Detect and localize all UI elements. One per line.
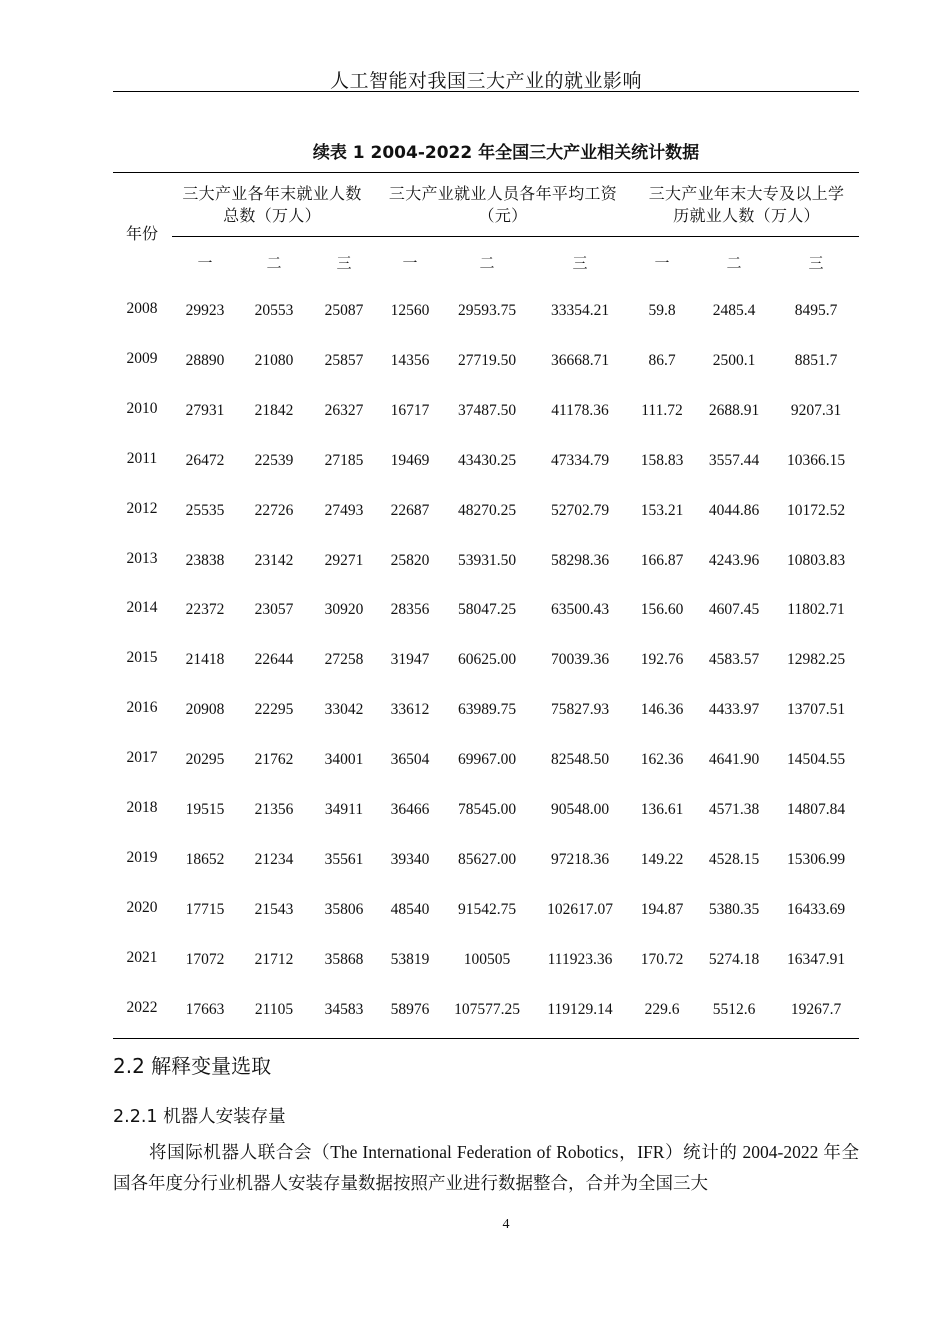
- table-cell: 14807.84: [786, 801, 846, 818]
- year-cell: 2020: [126, 898, 158, 916]
- table-cell: 25857: [324, 351, 364, 369]
- table-cell: 23838: [185, 551, 225, 569]
- year-cell: 2009: [126, 349, 158, 367]
- table-cell: 85627.00: [457, 850, 517, 868]
- table-cell: 25087: [324, 302, 364, 319]
- table-cell: 48270.25: [457, 501, 517, 519]
- table-cell: 194.87: [640, 900, 684, 918]
- table-cell: 19469: [390, 451, 430, 469]
- table-cell: 60625.00: [457, 651, 517, 669]
- table-cell: 16717: [390, 401, 430, 419]
- table-cell: 47334.79: [550, 451, 610, 469]
- table-cell: 162.36: [640, 751, 684, 769]
- table-cell: 48540: [390, 900, 430, 918]
- table-cell: 53819: [390, 950, 430, 968]
- table-cell: 12982.25: [786, 651, 846, 669]
- table-cell: 16347.91: [786, 950, 846, 968]
- table-cell: 20553: [254, 302, 294, 319]
- year-column-header: 年份: [125, 226, 158, 243]
- table-cell: 22726: [254, 501, 294, 519]
- year-cell: 2008: [126, 300, 158, 317]
- table-cell: 5512.6: [712, 1000, 756, 1018]
- table-bottom-rule: [113, 1038, 859, 1039]
- table-cell: 29923: [185, 302, 225, 319]
- table-cell: 21080: [254, 351, 294, 369]
- table-cell: 25535: [185, 501, 225, 519]
- table-cell: 86.7: [648, 351, 676, 369]
- table-cell: 97218.36: [550, 850, 610, 868]
- column-subheader: 二: [726, 256, 742, 272]
- table-cell: 41178.36: [551, 401, 609, 419]
- column-subheader: 二: [479, 256, 495, 272]
- table-cell: 2485.4: [712, 302, 756, 319]
- table-caption: 续表 1 2004-2022 年全国三大产业相关统计数据: [312, 143, 700, 163]
- year-cell: 2013: [126, 549, 158, 567]
- table-cell: 26327: [324, 401, 364, 419]
- table-cell: 2688.91: [708, 401, 760, 419]
- table-cell: 107577.25: [454, 1000, 520, 1018]
- table-cell: 36668.71: [550, 351, 610, 369]
- table-cell: 14504.55: [786, 751, 846, 769]
- table-top-rule: [113, 172, 859, 173]
- table-cell: 30920: [324, 601, 364, 619]
- group-header-employment: [172, 184, 372, 228]
- table-cell: 10803.83: [786, 551, 846, 569]
- table-cell: 35806: [324, 900, 364, 918]
- table-cell: 69967.00: [457, 751, 517, 769]
- subsection-heading: 2.2.1 机器人安装存量: [113, 1107, 286, 1127]
- table-cell: 4607.45: [708, 601, 760, 619]
- year-cell: 2017: [126, 749, 158, 767]
- year-cell: 2016: [126, 699, 158, 717]
- table-cell: 90548.00: [550, 801, 610, 818]
- table-cell: 4583.57: [708, 651, 760, 669]
- table-cell: 36504: [390, 751, 430, 769]
- table-cell: 25820: [390, 551, 430, 569]
- column-subheader: 一: [402, 256, 418, 272]
- table-cell: 63500.43: [550, 601, 610, 619]
- table-cell: 146.36: [640, 701, 684, 719]
- table-cell: 136.61: [640, 801, 684, 818]
- group-header-line2: 历就业人数（万人）: [673, 208, 820, 225]
- year-cell: 2021: [126, 948, 158, 966]
- table-cell: 4044.86: [708, 501, 760, 519]
- table-cell: 4528.15: [708, 850, 760, 868]
- table-cell: 22644: [254, 651, 294, 669]
- table-cell: 91542.75: [457, 900, 517, 918]
- table-cell: 158.83: [640, 451, 684, 469]
- table-cell: 28356: [390, 601, 430, 619]
- table-cell: 37487.50: [457, 401, 517, 419]
- table-cell: 4433.97: [708, 701, 760, 719]
- year-cell: 2015: [126, 649, 158, 667]
- year-cell: 2012: [126, 499, 158, 517]
- table-cell: 149.22: [640, 850, 684, 868]
- table-cell: 70039.36: [550, 651, 610, 669]
- group-header-wages: [378, 184, 628, 228]
- page-header-title: 人工智能对我国三大产业的就业影响: [329, 71, 642, 92]
- table-cell: 58976: [390, 1000, 430, 1018]
- table-header-subrule: [172, 236, 859, 237]
- table-cell: 15306.99: [786, 850, 846, 868]
- table-cell: 27493: [324, 501, 364, 519]
- table-cell: 14356: [390, 351, 430, 369]
- table-cell: 21762: [254, 751, 294, 769]
- table-cell: 39340: [390, 850, 430, 868]
- table-cell: 75827.93: [550, 701, 610, 719]
- group-header-line2: （元）: [478, 208, 528, 225]
- table-cell: 10366.15: [786, 451, 846, 469]
- table-cell: 33612: [390, 701, 430, 719]
- table-cell: 2500.1: [712, 351, 756, 369]
- table-cell: 20908: [185, 701, 225, 719]
- table-cell: 12560: [390, 302, 430, 319]
- table-cell: 21105: [254, 1000, 294, 1018]
- table-cell: 192.76: [640, 651, 684, 669]
- table-cell: 23142: [254, 551, 294, 569]
- table-cell: 21234: [254, 850, 294, 868]
- column-subheader: 一: [654, 256, 670, 272]
- table-cell: 58047.25: [457, 601, 517, 619]
- table-cell: 3557.44: [708, 451, 760, 469]
- table-cell: 119129.14: [547, 1000, 613, 1018]
- group-header-college-educated: [634, 184, 859, 228]
- table-cell: 100505: [463, 950, 511, 968]
- table-cell: 21543: [254, 900, 294, 918]
- body-paragraph: 将国际机器人联合会（The International Federation of Robotics，IFR）统计的 2004-2022 年全国各年度分行业机器人安装存量数据按照产业进行数据整合，合并为全国三大: [113, 1142, 859, 1193]
- table-cell: 21356: [254, 801, 294, 818]
- group-header-line2: 总数（万人）: [223, 208, 321, 225]
- table-cell: 34583: [324, 1000, 364, 1018]
- table-cell: 27931: [185, 401, 225, 419]
- column-subheader: 三: [572, 256, 588, 272]
- table-cell: 33042: [324, 701, 364, 719]
- table-cell: 102617.07: [547, 900, 613, 918]
- table-cell: 8495.7: [794, 302, 838, 319]
- table-cell: 78545.00: [457, 801, 517, 818]
- table-cell: 166.87: [640, 551, 684, 569]
- table-cell: 16433.69: [786, 900, 846, 918]
- table-cell: 31947: [390, 651, 430, 669]
- header-rule: [113, 91, 859, 92]
- column-subheader: 一: [197, 256, 213, 272]
- table-cell: 153.21: [640, 501, 684, 519]
- table-cell: 111923.36: [547, 950, 613, 968]
- table-cell: 33354.21: [550, 302, 610, 319]
- table-cell: 8851.7: [794, 351, 838, 369]
- table-cell: 21842: [254, 401, 294, 419]
- year-cell: 2018: [126, 799, 158, 816]
- table-cell: 22372: [185, 601, 225, 619]
- group-header-line1: 三大产业年末大专及以上学: [648, 186, 845, 203]
- table-cell: 63989.75: [457, 701, 517, 719]
- table-cell: 17072: [185, 950, 225, 968]
- table-cell: 156.60: [640, 601, 684, 619]
- table-cell: 53931.50: [457, 551, 517, 569]
- table-cell: 19267.7: [790, 1000, 842, 1018]
- group-header-line1: 三大产业就业人员各年平均工资: [388, 186, 618, 203]
- year-cell: 2019: [126, 848, 158, 866]
- table-cell: 9207.31: [790, 401, 842, 419]
- table-cell: 19515: [185, 801, 225, 818]
- table-cell: 170.72: [640, 950, 684, 968]
- table-cell: 22539: [254, 451, 294, 469]
- table-cell: 34911: [324, 801, 364, 818]
- table-cell: 4641.90: [708, 751, 760, 769]
- table-cell: 4571.38: [708, 801, 760, 818]
- table-cell: 111.72: [641, 401, 683, 419]
- table-cell: 29271: [324, 551, 364, 569]
- table-cell: 35868: [324, 950, 364, 968]
- column-subheader: 三: [336, 256, 352, 272]
- table-cell: 36466: [390, 801, 430, 818]
- table-cell: 23057: [254, 601, 294, 619]
- table-cell: 17715: [185, 900, 225, 918]
- table-cell: 59.8: [648, 302, 676, 319]
- year-cell: 2011: [126, 449, 158, 467]
- table-cell: 20295: [185, 751, 225, 769]
- table-cell: 18652: [185, 850, 225, 868]
- table-cell: 22295: [254, 701, 294, 719]
- table-cell: 43430.25: [457, 451, 517, 469]
- table-cell: 26472: [185, 451, 225, 469]
- table-cell: 13707.51: [786, 701, 846, 719]
- table-cell: 11802.71: [787, 601, 845, 619]
- year-cell: 2022: [126, 998, 158, 1016]
- table-cell: 22687: [390, 501, 430, 519]
- table-cell: 229.6: [644, 1000, 680, 1018]
- table-cell: 4243.96: [708, 551, 760, 569]
- section-heading: 2.2 解释变量选取: [113, 1054, 272, 1078]
- column-subheader: 二: [266, 256, 282, 272]
- table-cell: 34001: [324, 751, 364, 769]
- table-cell: 21712: [254, 950, 294, 968]
- table-cell: 27185: [324, 451, 364, 469]
- group-header-line1: 三大产业各年末就业人数: [182, 186, 362, 203]
- table-cell: 29593.75: [457, 302, 517, 319]
- table-cell: 58298.36: [550, 551, 610, 569]
- table-cell: 27719.50: [457, 351, 517, 369]
- table-cell: 82548.50: [550, 751, 610, 769]
- table-cell: 21418: [185, 651, 225, 669]
- table-cell: 52702.79: [550, 501, 610, 519]
- table-cell: 17663: [185, 1000, 225, 1018]
- column-subheader: 三: [808, 256, 824, 272]
- table-cell: 5274.18: [708, 950, 760, 968]
- page-number: 4: [502, 1217, 510, 1232]
- table-cell: 27258: [324, 651, 364, 669]
- table-cell: 10172.52: [786, 501, 846, 519]
- table-cell: 35561: [324, 850, 364, 868]
- year-cell: 2014: [126, 599, 158, 617]
- table-cell: 5380.35: [708, 900, 760, 918]
- year-cell: 2010: [126, 399, 158, 417]
- table-cell: 28890: [185, 351, 225, 369]
